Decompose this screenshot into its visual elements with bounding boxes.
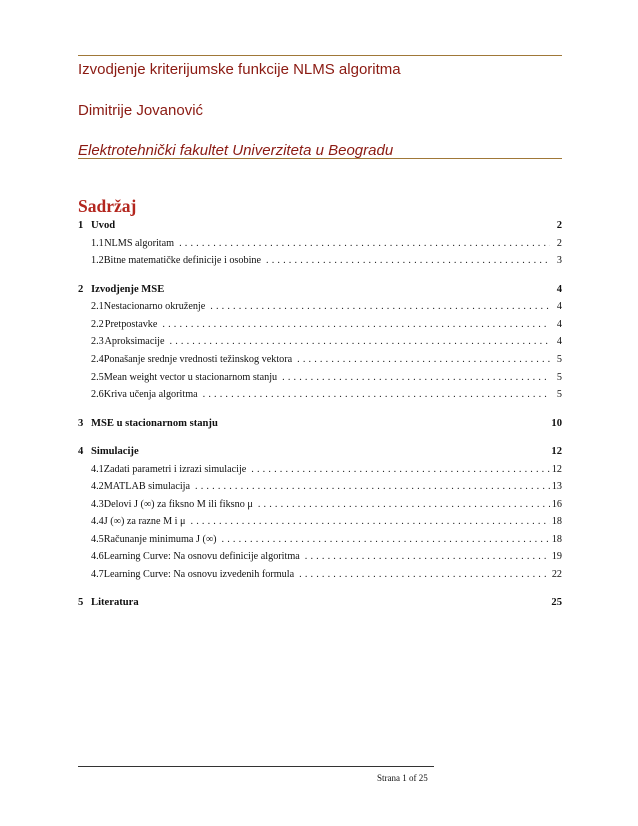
toc-subsection-page: 4 [556,301,562,313]
toc-dot-leader [277,372,550,383]
toc-subsection-title: Mean weight vector u stacionarnom stanju [103,371,278,383]
toc-dot-leader [198,389,550,400]
toc-dot-leader [294,569,550,580]
toc-dot-leader [300,551,550,562]
toc-dot-leader [246,464,550,475]
toc-subsection-entry[interactable] [78,336,562,354]
toc-section-title: Izvodjenje MSE [91,283,165,295]
toc-section-number: 3 [78,417,84,429]
toc-subsection-page: 5 [556,389,562,401]
toc-subsection-entry[interactable] [78,464,562,482]
toc-section-entry[interactable] [78,597,562,615]
toc-dot-leader [205,301,550,312]
toc-subsection-number: 4.4 [91,516,104,528]
header-bottom-rule [78,158,562,159]
toc-subsection-entry[interactable] [78,551,562,569]
toc-subsection-number: 4.1 [91,463,104,475]
toc-subsection-number: 1.2 [91,255,104,267]
toc-subsection-title: Delovi J (∞) za fiksno M ili fiksno μ [103,498,253,510]
toc-subsection-number: 4.2 [91,481,104,493]
toc-subsection-number: 4.3 [91,498,104,510]
toc-subsection-page: 13 [551,481,562,493]
toc-section-entry[interactable] [78,446,562,464]
toc-subsection-title: Learning Curve: Na osnovu definicije algoritma [103,551,300,563]
toc-subsection-title: Nestacionarno okruženje [103,301,206,313]
table-of-contents [78,220,562,615]
toc-subsection-number: 2.4 [91,353,104,365]
toc-subsection-page: 4 [556,336,562,348]
footer-page-label: Strana 1 of 25 [377,773,428,783]
toc-subsection-page: 18 [551,533,562,545]
toc-subsection-number: 4.5 [91,533,104,545]
toc-subsection-title: Kriva učenja algoritma [103,389,198,401]
toc-subsection-number: 2.1 [91,301,104,313]
toc-section-title: Simulacije [91,445,139,457]
toc-subsection-page: 18 [551,516,562,528]
author-name: Dimitrije Jovanović [78,102,204,119]
toc-section-page: 25 [551,597,562,609]
toc-section-title: MSE u stacionarnom stanju [91,417,218,429]
toc-section-page: 4 [556,283,562,295]
toc-section-page: 10 [551,417,562,429]
toc-subsection-title: Pretpostavke [104,318,158,330]
toc-section-entry[interactable] [78,220,562,238]
toc-subsection-title: Ponašanje srednje vrednosti težinskog vektora [103,353,293,365]
toc-subsection-entry[interactable] [78,354,562,372]
toc-dot-leader [157,319,550,330]
toc-section-title: Uvod [91,220,116,231]
toc-subsection-number: 2.5 [91,371,104,383]
toc-section-page: 2 [556,220,562,231]
toc-subsection-page: 12 [551,463,562,475]
toc-subsection-entry[interactable] [78,255,562,273]
toc-subsection-entry[interactable] [78,301,562,319]
toc-subsection-entry[interactable] [78,569,562,587]
toc-section-number: 1 [78,220,84,231]
toc-subsection-title: J (∞) za razne M i μ [103,516,186,528]
toc-subsection-page: 19 [551,551,562,563]
toc-dot-leader [261,255,550,266]
toc-subsection-number: 4.7 [91,569,104,581]
toc-section-entry[interactable] [78,418,562,436]
toc-subsection-entry[interactable] [78,481,562,499]
toc-dot-leader [217,534,550,545]
toc-subsection-number: 2.3 [91,336,104,348]
toc-subsection-number: 1.1 [91,237,104,249]
toc-section-entry[interactable] [78,284,562,302]
toc-section-number: 5 [78,597,84,609]
toc-subsection-page: 5 [556,353,562,365]
toc-subsection-title: Zadati parametri i izrazi simulacije [103,463,247,475]
document-title: Izvodjenje kriterijumske funkcije NLMS algoritma [78,61,401,78]
toc-section-number: 4 [78,445,84,457]
toc-subsection-title: Bitne matematičke definicije i osobine [103,255,262,267]
toc-subsection-entry[interactable] [78,534,562,552]
toc-subsection-entry[interactable] [78,499,562,517]
toc-subsection-page: 16 [551,498,562,510]
toc-subsection-entry[interactable] [78,372,562,390]
toc-dot-leader [253,499,550,510]
toc-dot-leader [165,336,550,347]
toc-section-number: 2 [78,283,84,295]
toc-subsection-title: Learning Curve: Na osnovu izvedenih formula [103,569,295,581]
toc-subsection-number: 4.6 [91,551,104,563]
toc-subsection-entry[interactable] [78,319,562,337]
toc-subsection-title: Računanje minimuma J (∞) [103,533,217,545]
header-top-rule [78,55,562,56]
toc-subsection-page: 5 [556,371,562,383]
toc-dot-leader [174,238,550,249]
toc-subsection-entry[interactable] [78,389,562,407]
toc-subsection-title: NLMS algoritam [104,237,175,249]
toc-subsection-title: Aproksimacije [104,336,165,348]
toc-subsection-title: MATLAB simulacija [103,481,191,493]
toc-subsection-entry[interactable] [78,238,562,256]
footer-rule [78,766,434,767]
affiliation: Elektrotehnički fakultet Univerziteta u Beogradu [78,142,394,159]
toc-dot-leader [186,516,550,527]
toc-subsection-page: 2 [556,237,562,249]
toc-dot-leader [292,354,550,365]
toc-section-title: Literatura [91,597,139,609]
toc-subsection-page: 4 [556,318,562,330]
toc-subsection-number: 2.2 [91,318,104,330]
toc-subsection-number: 2.6 [91,389,104,401]
toc-section-page: 12 [551,445,562,457]
toc-dot-leader [190,481,550,492]
toc-subsection-entry[interactable] [78,516,562,534]
toc-heading: Sadržaj [78,196,137,216]
toc-subsection-page: 22 [551,569,562,581]
toc-subsection-page: 3 [556,255,562,267]
